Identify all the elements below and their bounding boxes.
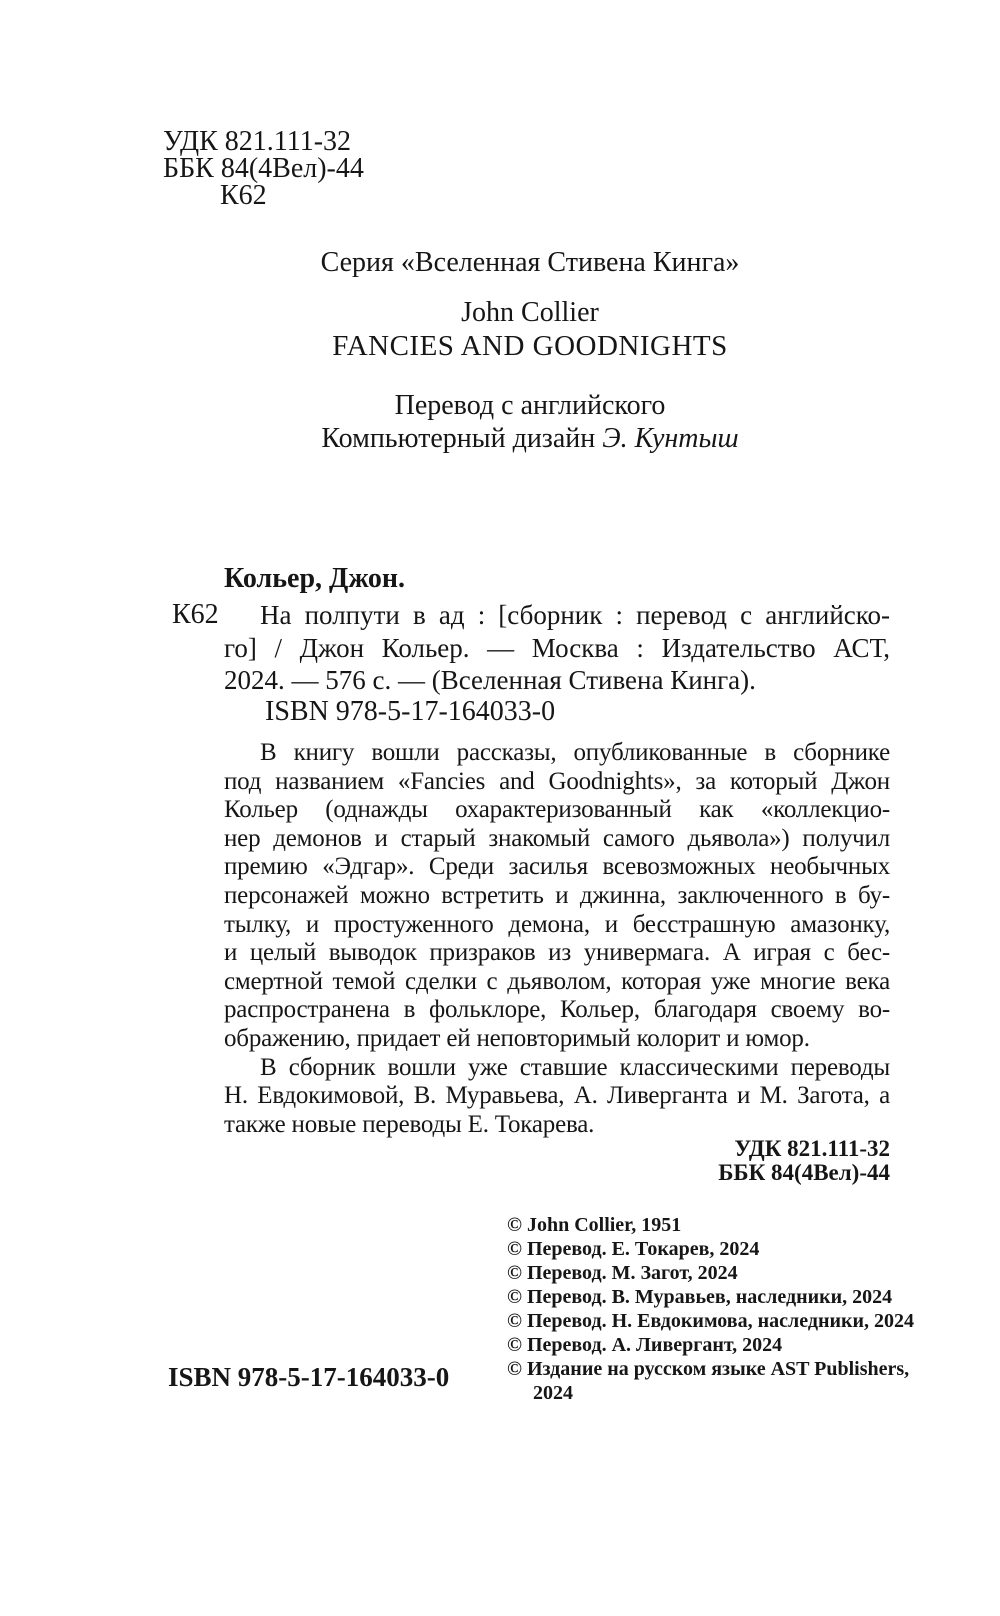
udk-code-bottom: УДК 821.111-32	[734, 1136, 890, 1161]
design-credit-prefix: Компьютерный дизайн	[321, 423, 596, 454]
udk-code: УДК 821.111-32	[163, 126, 352, 157]
annotation-line: персонажей можно встретить и джинна, заключенного в бу-	[224, 881, 890, 909]
copyright-line: © Издание на русском языке AST Publishers,	[507, 1358, 910, 1380]
original-title: FANCIES AND GOODNIGHTS	[332, 330, 728, 362]
bbk-code: ББК 84(4Вел)-44	[163, 153, 364, 184]
bib-line: го] / Джон Кольер. — Москва : Издательство АСТ,	[224, 632, 890, 663]
copyright-line: © Перевод. В. Муравьев, наследники, 2024	[507, 1286, 893, 1308]
bib-author-sign: К62	[172, 599, 219, 630]
bib-line: 2024. — 576 с. — (Вселенная Стивена Кинга).	[224, 665, 756, 695]
copyright-line: © Перевод. А. Ливергант, 2024	[507, 1334, 783, 1356]
design-credit	[165, 423, 895, 455]
annotation-line: нер демонов и старый знакомый самого дьявола») получил	[224, 824, 890, 852]
annotation-line: под названием «Fancies and Goodnights», за который Джон	[224, 767, 890, 795]
bbk-code-bottom: ББК 84(4Вел)-44	[718, 1160, 890, 1185]
bottom-cataloguing-block	[490, 1137, 890, 1185]
copyright-line: © Перевод. М. Загот, 2024	[507, 1262, 738, 1284]
series-title: Серия «Вселенная Стивена Кинга»	[320, 247, 740, 278]
annotation-line: смертной темой сделки с дьяволом, которая уже многие века	[224, 967, 890, 995]
copyright-line: © Перевод. Е. Токарев, 2024	[507, 1238, 760, 1260]
annotation-line: и целый выводок призраков из универмага. А играя с бес-	[224, 939, 890, 967]
author-sign-code: К62	[220, 180, 267, 211]
isbn-record: ISBN 978-5-17-164033-0	[265, 696, 556, 727]
isbn-bottom: ISBN 978-5-17-164033-0	[168, 1362, 450, 1392]
annotation-line: Н. Евдокимовой, В. Муравьева, А. Ливерганта и М. Загота, а	[224, 1082, 890, 1110]
annotation	[224, 739, 890, 1139]
annotation-line: также новые переводы Е. Токарева.	[224, 1110, 595, 1138]
bib-author-heading: Кольер, Джон.	[224, 563, 406, 594]
top-cataloguing-block	[163, 128, 364, 209]
original-author: John Collier	[461, 297, 599, 328]
copyright-line-continuation: 2024	[533, 1382, 573, 1404]
annotation-line: В книгу вошли рассказы, опубликованные в сборнике	[260, 739, 890, 766]
annotation-line: премию «Эдгар». Среди засилья всевозможных необычных	[224, 853, 890, 881]
annotation-line: Кольер (однажды охарактеризованный как «коллекцио-	[224, 796, 890, 824]
annotation-line: тылку, и простуженного демона, и бесстрашную амазонку,	[224, 910, 890, 938]
annotation-line: В сборник вошли уже ставшие классическими переводы	[260, 1053, 890, 1081]
bib-description	[224, 599, 890, 697]
design-credit-name: Э. Кунтыш	[602, 423, 739, 454]
copyright-line: © Перевод. Н. Евдокимова, наследники, 2024	[507, 1310, 915, 1332]
copyright-block	[507, 1213, 914, 1405]
annotation-line: распространена в фольклоре, Кольер, благодаря своему во-	[224, 996, 890, 1024]
copyright-line: © John Collier, 1951	[507, 1214, 682, 1236]
bib-line: На полпути в ад : [сборник : перевод с английско-	[260, 600, 890, 630]
translation-note: Перевод с английского	[394, 390, 666, 421]
annotation-line: ображению, придает ей неповторимый колорит и юмор.	[224, 1024, 810, 1052]
